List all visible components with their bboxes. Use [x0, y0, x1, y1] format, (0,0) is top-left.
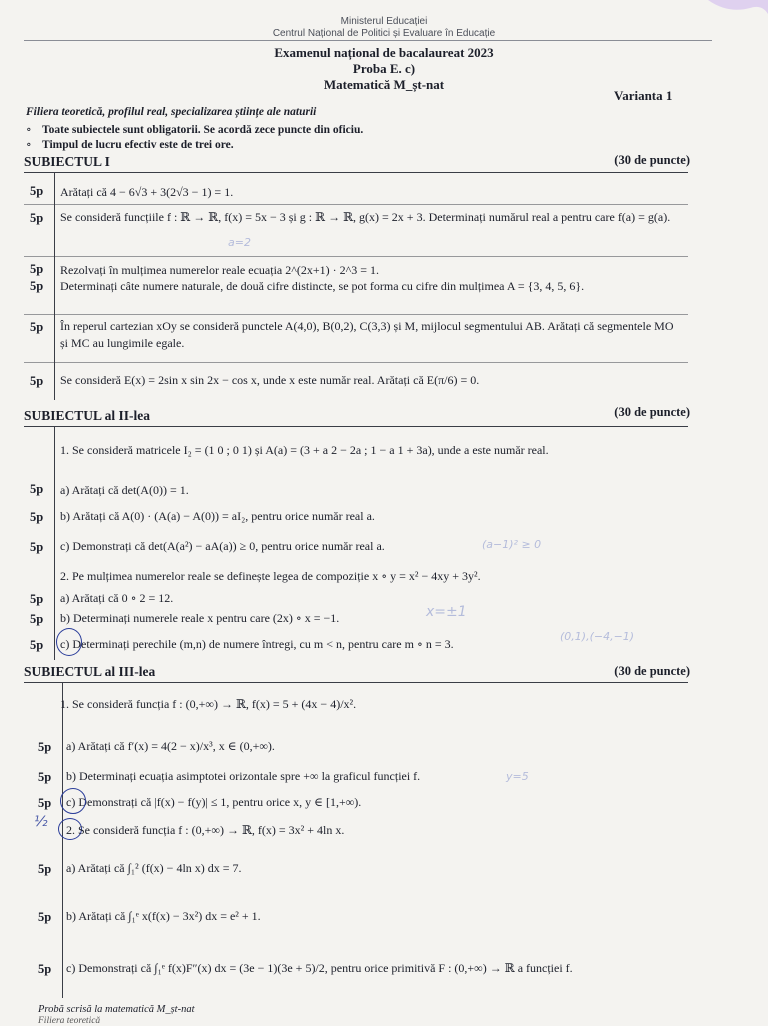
s3-2a-points: 5p [38, 862, 52, 876]
s2-2b: b) Determinați numerele reale x pentru care (2x) ∘ x = −1. [60, 611, 340, 625]
s2-2c-points: 5p [30, 638, 44, 652]
section-2-rule [24, 426, 688, 427]
handwritten-note: x=±1 [426, 604, 467, 620]
filiera-text: Filiera teoretică, profilul real, specializarea științe ale naturii [26, 106, 317, 118]
s3-2b-points: 5p [38, 910, 52, 924]
rule-2 [26, 137, 234, 151]
handwritten-note: (0,1),(−4,−1) [560, 630, 635, 643]
s2-2a: a) Arătați că 0 ∘ 2 = 12. [60, 591, 174, 605]
s1-item-1: Arătați că 4 − 6√3 + 3(2√3 − 1) = 1. [60, 185, 234, 199]
s1-item-5: În reperul cartezian xOy se consideră punctele A(4,0), B(0,2), C(3,3) și M, mijlocul segmentului AB. Arătați că segmentele MO și MC au lungimile egale. [60, 319, 674, 350]
variant-label: Varianta 1 [614, 88, 673, 103]
s3-problem-2-intro: 2. Se consideră funcția f : (0,+∞) → ℝ, f(x) = 3x² + 4ln x. [66, 823, 345, 837]
s2-1c-points: 5p [30, 540, 44, 554]
center-name: Centrul Național de Politici și Evaluare în Educație [272, 28, 496, 39]
row-rule [24, 314, 688, 315]
s3-1c: c) Demonstrați că |f(x) − f(y)| ≤ 1, pentru orice x, y ∈ [1,+∞). [66, 795, 362, 809]
footer-line-2: Filiera teoretică [38, 1016, 101, 1026]
s1-item-4-points: 5p [30, 279, 44, 293]
s3-2c-points: 5p [38, 962, 52, 976]
rule-1 [26, 122, 363, 136]
row-rule [24, 204, 688, 205]
s1-item-3: Rezolvați în mulțimea numerelor reale ecuația 2^(2x+1) · 2^3 = 1. [60, 263, 380, 277]
section-3-column-line [62, 682, 63, 998]
bullet-icon: ∘ [26, 139, 32, 151]
s3-2a: a) Arătați că ∫₁² (f(x) − 4ln x) dx = 7. [66, 861, 242, 875]
s1-item-4: Determinați câte numere naturale, de două cifre distincte, se pot forma cu cifre din mulțimea A = {3, 4, 5, 6}. [60, 279, 585, 293]
section-2-title: SUBIECTUL al II-lea [24, 408, 151, 423]
s3-problem-1-intro: 1. Se consideră funcția f : (0,+∞) → ℝ, f(x) = 5 + (4x − 4)/x². [60, 697, 357, 711]
s2-2a-points: 5p [30, 592, 44, 606]
s1-item-2: Se consideră funcțiile f : ℝ → ℝ, f(x) = 5x − 3 și g : ℝ → ℝ, g(x) = 2x + 3. Determinați numărul real a pentru care f(a) = g(a). [60, 210, 671, 224]
row-rule [24, 256, 688, 257]
s3-1a-points: 5p [38, 740, 52, 754]
s3-1b: b) Determinați ecuația asimptotei orizontale spre +∞ la graficul funcției f. [66, 769, 421, 783]
handwritten-note: y=5 [506, 770, 529, 783]
handwritten-note: ½ [34, 814, 48, 830]
s2-1b: b) Arătați că A(0) · (A(a) − A(0)) = aI₂, pentru orice număr real a. [60, 509, 375, 523]
s3-2b: b) Arătați că ∫₁ᵉ x(f(x) − 3x²) dx = e² + 1. [66, 909, 261, 923]
exam-title: Examenul național de bacalaureat 2023 [274, 45, 494, 60]
s2-1c: c) Demonstrați că det(A(a²) − aA(a)) ≥ 0, pentru orice număr real a. [60, 539, 385, 553]
ministry-name: Ministerul Educației [340, 16, 428, 27]
section-1-column-line [54, 172, 55, 400]
pen-circle-mark [56, 628, 82, 656]
row-rule [24, 362, 688, 363]
pen-circle-mark [60, 788, 86, 814]
s2-2c: c) Determinați perechile (m,n) de numere întregi, cu m < n, pentru care m ∘ n = 3. [60, 637, 454, 651]
s3-1c-points: 5p [38, 796, 52, 810]
s3-1a: a) Arătați că f′(x) = 4(2 − x)/x³, x ∈ (0,+∞). [66, 739, 275, 753]
s2-1a-points: 5p [30, 482, 44, 496]
section-3-points: (30 de puncte) [614, 664, 690, 678]
exam-subject: Matematică M_șt-nat [323, 77, 445, 92]
s1-item-6-points: 5p [30, 374, 44, 388]
s1-item-6: Se consideră E(x) = 2sin x sin 2x − cos x, unde x este număr real. Arătați că E(π/6) = 0. [60, 373, 480, 387]
section-2-column-line [54, 426, 55, 660]
section-1-points: (30 de puncte) [614, 153, 690, 167]
s1-item-1-points: 5p [30, 184, 44, 198]
s2-2b-points: 5p [30, 612, 44, 626]
s2-1b-points: 5p [30, 510, 44, 524]
rule-1-text: Toate subiectele sunt obligatorii. Se acordă zece puncte din oficiu. [42, 124, 364, 136]
s1-item-5-points: 5p [30, 320, 44, 334]
section-3-title: SUBIECTUL al III-lea [24, 664, 156, 679]
s2-problem-2-intro: 2. Pe mulțimea numerelor reale se definește legea de compoziție x ∘ y = x² − 4xy + 3y². [60, 569, 481, 583]
s1-item-3-points: 5p [30, 262, 44, 276]
rule-2-text: Timpul de lucru efectiv este de trei ore. [42, 139, 234, 151]
s3-1b-points: 5p [38, 770, 52, 784]
section-2-points: (30 de puncte) [614, 405, 690, 419]
header-rule [24, 40, 712, 41]
exam-proba: Proba E. c) [352, 61, 416, 76]
s2-1a: a) Arătați că det(A(0)) = 1. [60, 483, 189, 497]
section-1-rule [24, 172, 688, 173]
s2-problem-1-intro: 1. Se consideră matricele I₂ = (1 0 ; 0 1) și A(a) = (3 + a 2 − 2a ; 1 − a 1 + 3a), unde a este număr real. [60, 443, 549, 457]
handwritten-note: a=2 [228, 236, 251, 249]
footer-line-1: Probă scrisă la matematică M_șt-nat [38, 1004, 195, 1015]
handwritten-note: (a−1)² ≥ 0 [482, 538, 542, 551]
bullet-icon: ∘ [26, 124, 32, 136]
s1-item-2-points: 5p [30, 211, 44, 225]
section-1-title: SUBIECTUL I [24, 154, 110, 169]
s3-2c: c) Demonstrați că ∫₁ᵉ f(x)F″(x) dx = (3e − 1)(3e + 5)/2, pentru orice primitivă F : (0,+∞) → ℝ a funcției f. [66, 961, 573, 975]
section-3-rule [24, 682, 688, 683]
